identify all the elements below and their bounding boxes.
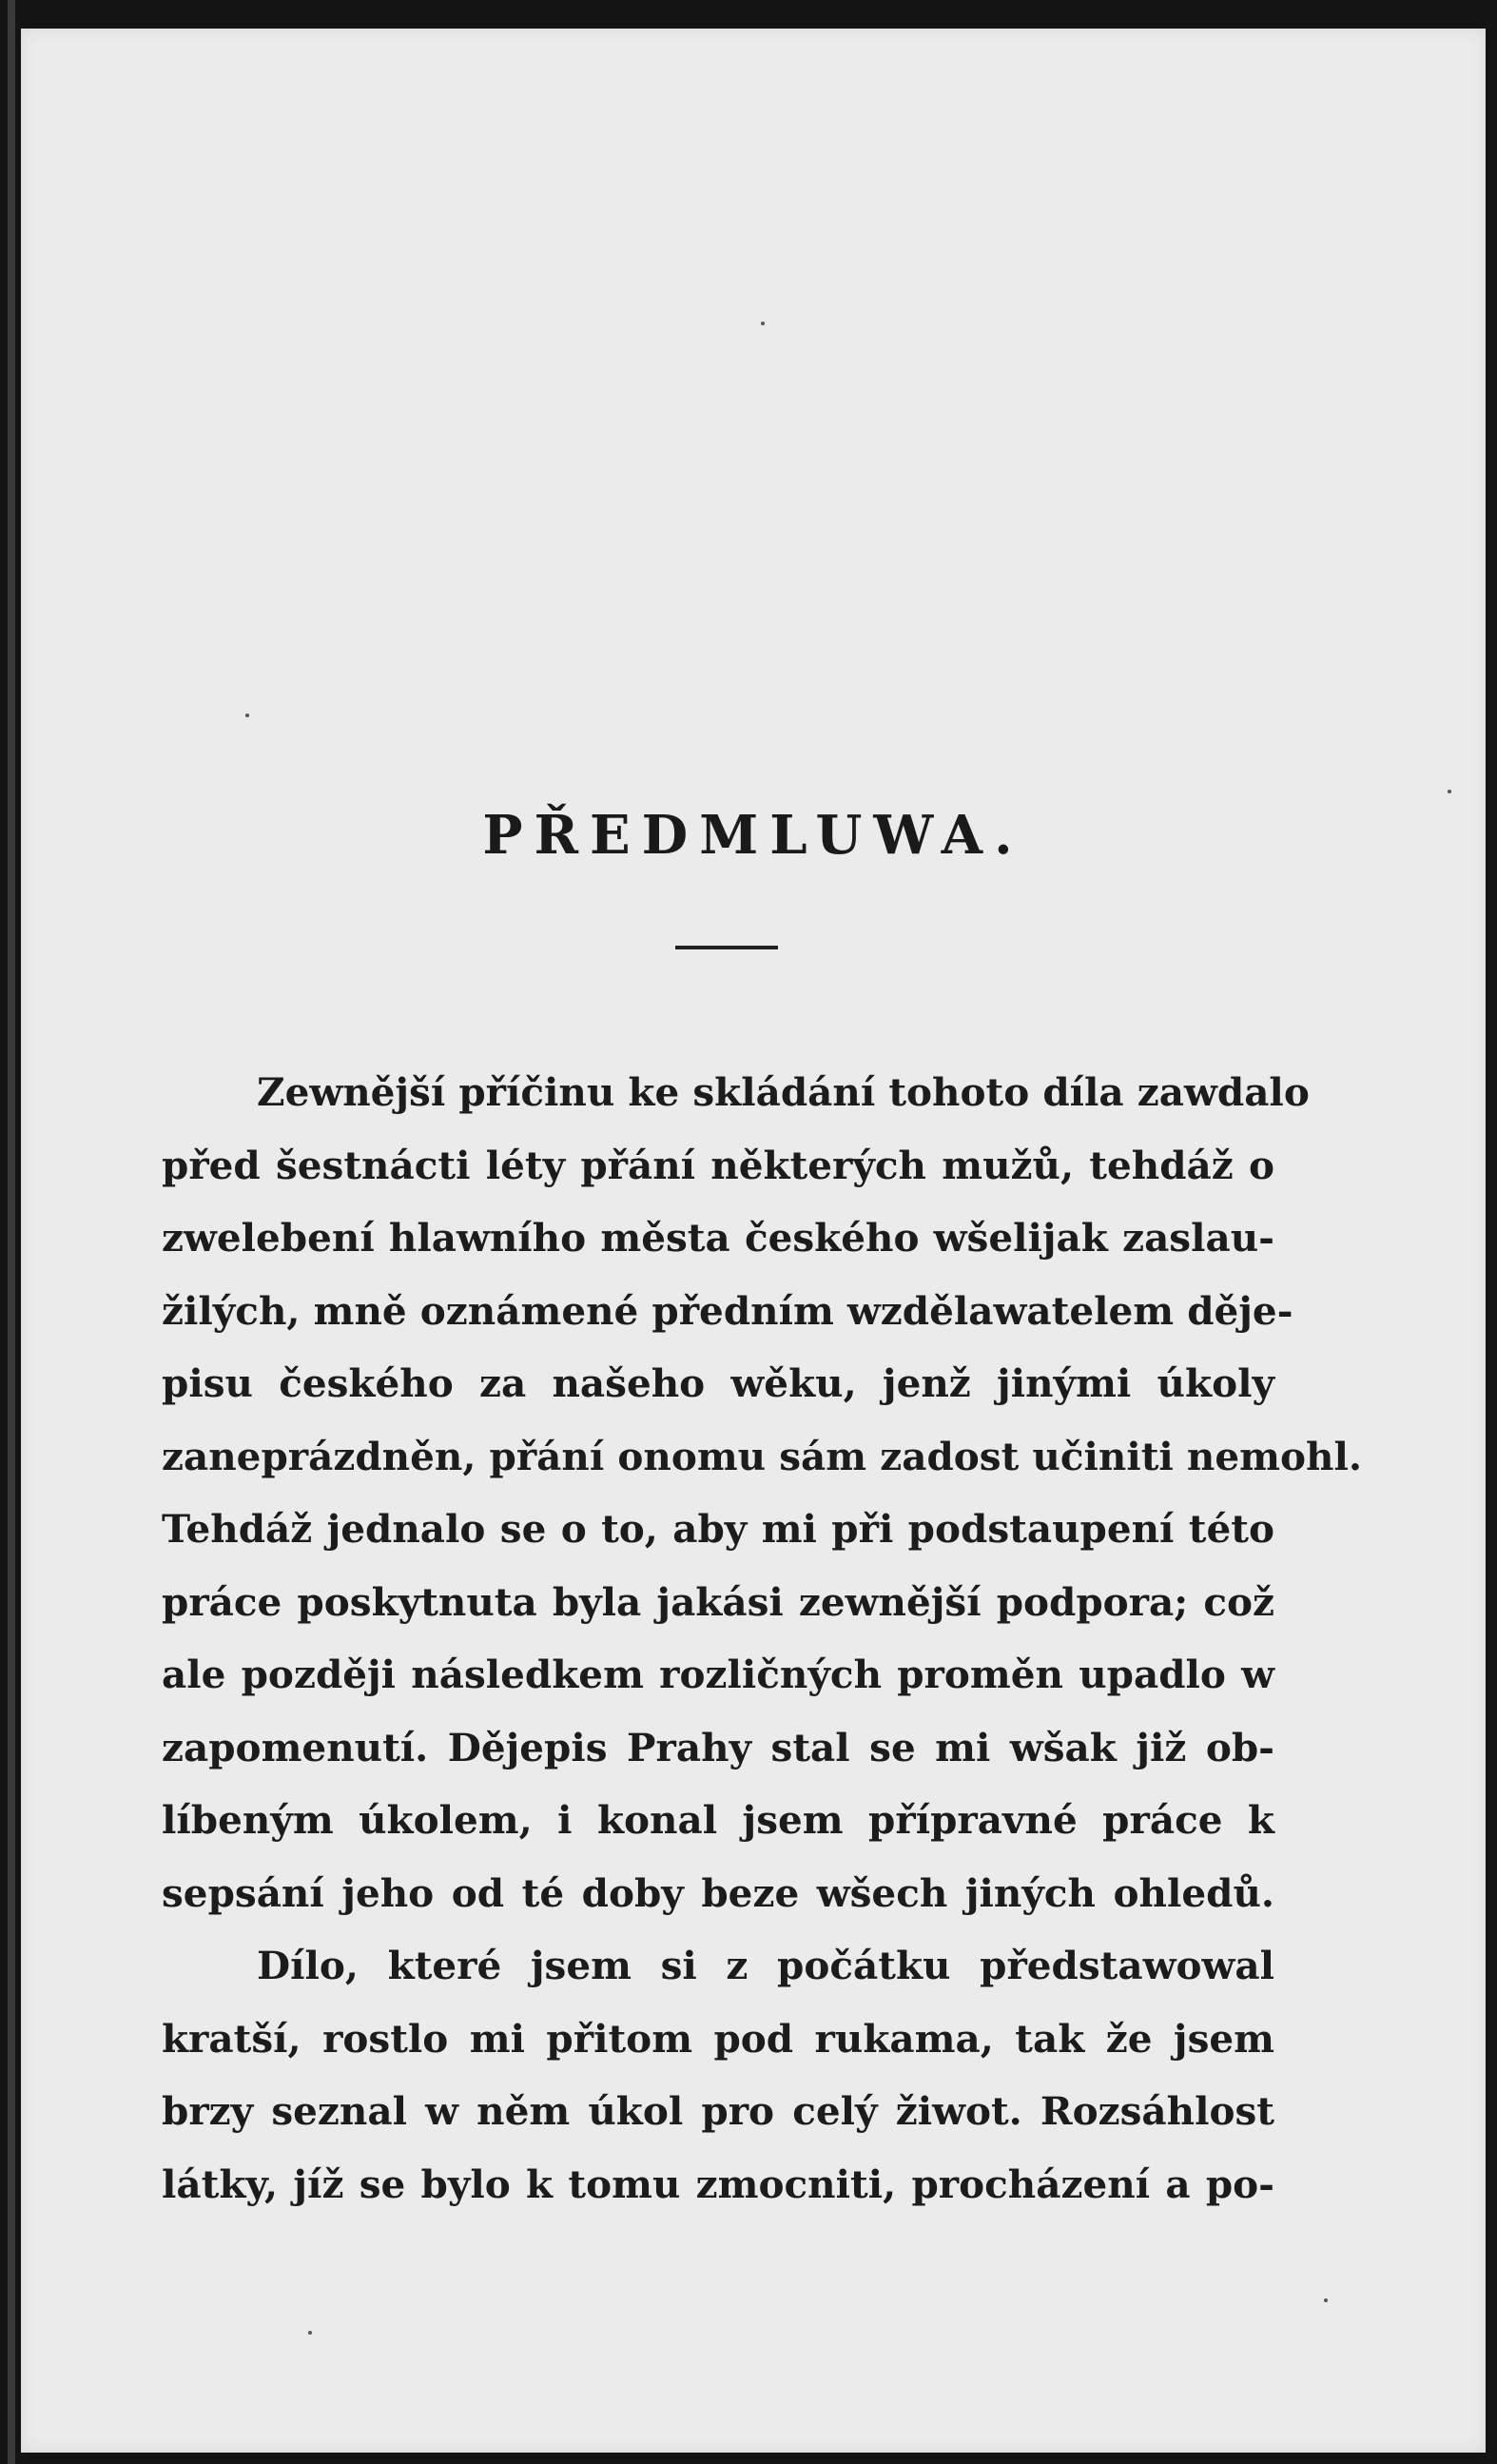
- text-line: zapomenutí. Dějepis Prahy stal se mi wšak již ob-: [162, 1724, 1274, 1770]
- text-line: zwelebení hlawního města českého wšelijak zaslau-: [162, 1215, 1274, 1261]
- text-line: líbeným úkolem, i konal jsem přípravné práce k: [162, 1797, 1274, 1843]
- text-line: žilých, mně oznámené předním wzdělawatelem děje-: [162, 1287, 1293, 1334]
- page-heading: PŘEDMLUWA.: [482, 804, 1024, 867]
- text-line: Dílo, které jsem si z počátku předstawowal: [257, 1943, 1274, 1988]
- heading-divider: [675, 946, 778, 949]
- book-page: [21, 29, 1486, 2453]
- book-spine-edge: [8, 0, 15, 2464]
- text-line: práce poskytnuta byla jakási zewnější podpora; což: [162, 1578, 1274, 1625]
- text-line: látky, jíž se bylo k tomu zmocniti, procházení a po-: [162, 2161, 1274, 2207]
- text-line: ale později následkem rozličných proměn upadlo w: [162, 1652, 1274, 1697]
- text-line: zaneprázdněn, přání onomu sám zadost učiniti nemohl.: [162, 1433, 1362, 1479]
- text-line: brzy seznal w něm úkol pro celý žiwot. Rozsáhlost: [162, 2088, 1274, 2134]
- text-line: Tehdáž jednalo se o to, aby mi při podstaupení této: [162, 1506, 1274, 1552]
- paper-speck: [308, 2331, 312, 2335]
- text-line: sepsání jeho od té doby beze wšech jiných ohledů.: [162, 1869, 1274, 1916]
- text-line: před šestnácti léty přání některých mužů, tehdáž o: [162, 1142, 1274, 1188]
- paper-speck: [1324, 2298, 1328, 2302]
- preface-text: [162, 1056, 1362, 2220]
- text-line: kratší, rostlo mi přitom pod rukama, tak že jsem: [162, 2015, 1274, 2062]
- paper-speck: [761, 322, 765, 325]
- text-line: Zewnější příčinu ke skládání tohoto díla zawdalo: [257, 1069, 1310, 1115]
- paper-speck: [245, 714, 249, 717]
- text-line: pisu českého za našeho wěku, jenž jinými úkoly: [162, 1360, 1274, 1406]
- paper-speck: [1448, 790, 1451, 793]
